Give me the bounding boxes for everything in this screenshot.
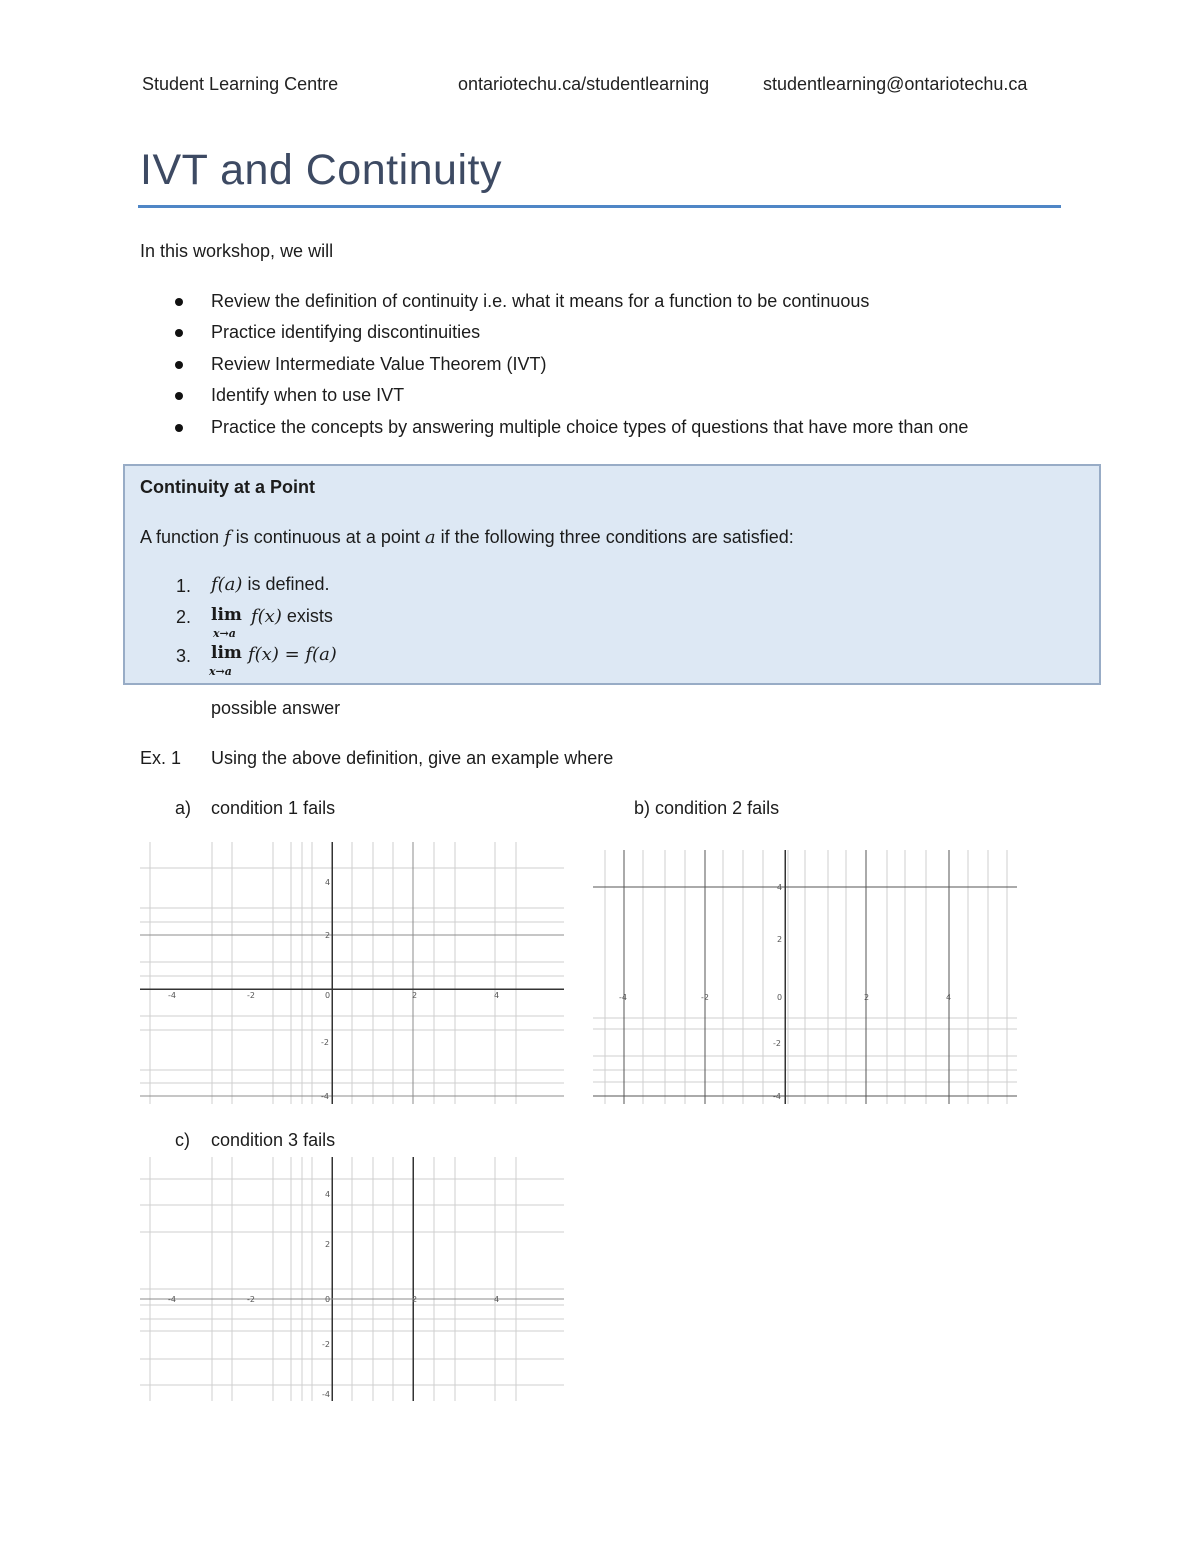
condition-math: f(a) [211,574,243,595]
x-tick: -2 [701,993,709,1002]
statement-part: if the following three conditions are satisfied: [435,527,794,547]
condition-text: is defined. [242,574,330,594]
x-tick: -4 [619,993,627,1002]
list-item: Review Intermediate Value Theorem (IVT) [211,354,547,374]
y-tick: 4 [777,883,783,892]
lim-operator: lim [211,643,242,663]
header-url[interactable]: ontariotechu.ca/studentlearning [458,74,710,94]
graph-c[interactable] [140,1157,564,1401]
condition-1 [211,574,330,595]
definition-heading: Continuity at a Point [140,477,315,497]
bullet-dot [175,329,183,337]
condition-number: 1. [176,576,192,596]
exercise-prompt: Using the above definition, give an example where [211,748,614,768]
list-item-continuation: possible answer [211,698,341,718]
x-tick: 4 [494,991,500,1000]
y-tick: 4 [325,878,331,887]
bullet-dot [175,361,183,369]
part-c-letter: c) [175,1130,190,1150]
header-email[interactable]: studentlearning@ontariotechu.ca [763,74,1028,94]
x-tick: 4 [946,993,952,1002]
math-a: a [424,527,436,548]
x-tick: 0 [325,1295,331,1304]
y-tick: -2 [321,1038,329,1047]
list-item: Identify when to use IVT [211,385,405,405]
y-tick: -2 [773,1039,781,1048]
lim-subscript: x→a [209,665,232,678]
y-tick: 2 [325,931,331,940]
y-tick: 4 [325,1190,331,1199]
condition-number: 2. [176,607,192,627]
exercise-label: Ex. 1 [140,748,182,768]
y-tick: -4 [321,1092,329,1101]
y-tick: -4 [322,1390,330,1399]
part-a-letter: a) [175,798,192,818]
y-tick: 2 [777,935,783,944]
part-b-text: condition 2 fails [655,798,780,818]
statement-part: A function [140,527,225,547]
part-b-letter: b) [634,798,651,818]
lim-subscript: x→a [213,627,236,640]
x-tick: 4 [494,1295,500,1304]
x-tick: 0 [325,991,331,1000]
page-title: IVT and Continuity [140,146,502,194]
graph-a[interactable] [140,842,564,1104]
definition-statement [140,527,794,548]
statement-part: is continuous at a point [230,527,425,547]
bullet-dot [175,424,183,432]
condition-math: f(x) = f(a) [248,644,337,665]
lim-operator: lim [211,605,242,625]
x-tick: 0 [777,993,783,1002]
header-centre-name: Student Learning Centre [142,74,339,94]
list-item: Practice identifying discontinuities [211,322,481,342]
y-tick: -4 [773,1092,781,1101]
x-tick: 2 [412,1295,418,1304]
title-underline [138,205,1061,208]
bullet-dot [175,298,183,306]
x-tick: 2 [864,993,870,1002]
math-f: f [224,527,231,548]
condition-math: f(x) [251,606,282,627]
part-a-text: condition 1 fails [211,798,336,818]
graph-b[interactable] [593,850,1017,1104]
x-tick: -4 [168,1295,176,1304]
definition-box [123,464,1101,685]
condition-number: 3. [176,646,192,666]
y-tick: -2 [322,1340,330,1349]
x-tick: -2 [247,1295,255,1304]
y-tick: 2 [325,1240,331,1249]
intro-text: In this workshop, we will [140,241,334,261]
x-tick: 2 [412,991,418,1000]
x-tick: -2 [247,991,255,1000]
part-b [634,798,779,819]
condition-text: exists [281,606,333,626]
bullet-dot [175,392,183,400]
x-tick: -4 [168,991,176,1000]
part-c-text: condition 3 fails [211,1130,336,1150]
list-item: Review the definition of continuity i.e. what it means for a function to be continuous [211,291,870,311]
list-item: Practice the concepts by answering multiple choice types of questions that have more than one [211,417,969,437]
